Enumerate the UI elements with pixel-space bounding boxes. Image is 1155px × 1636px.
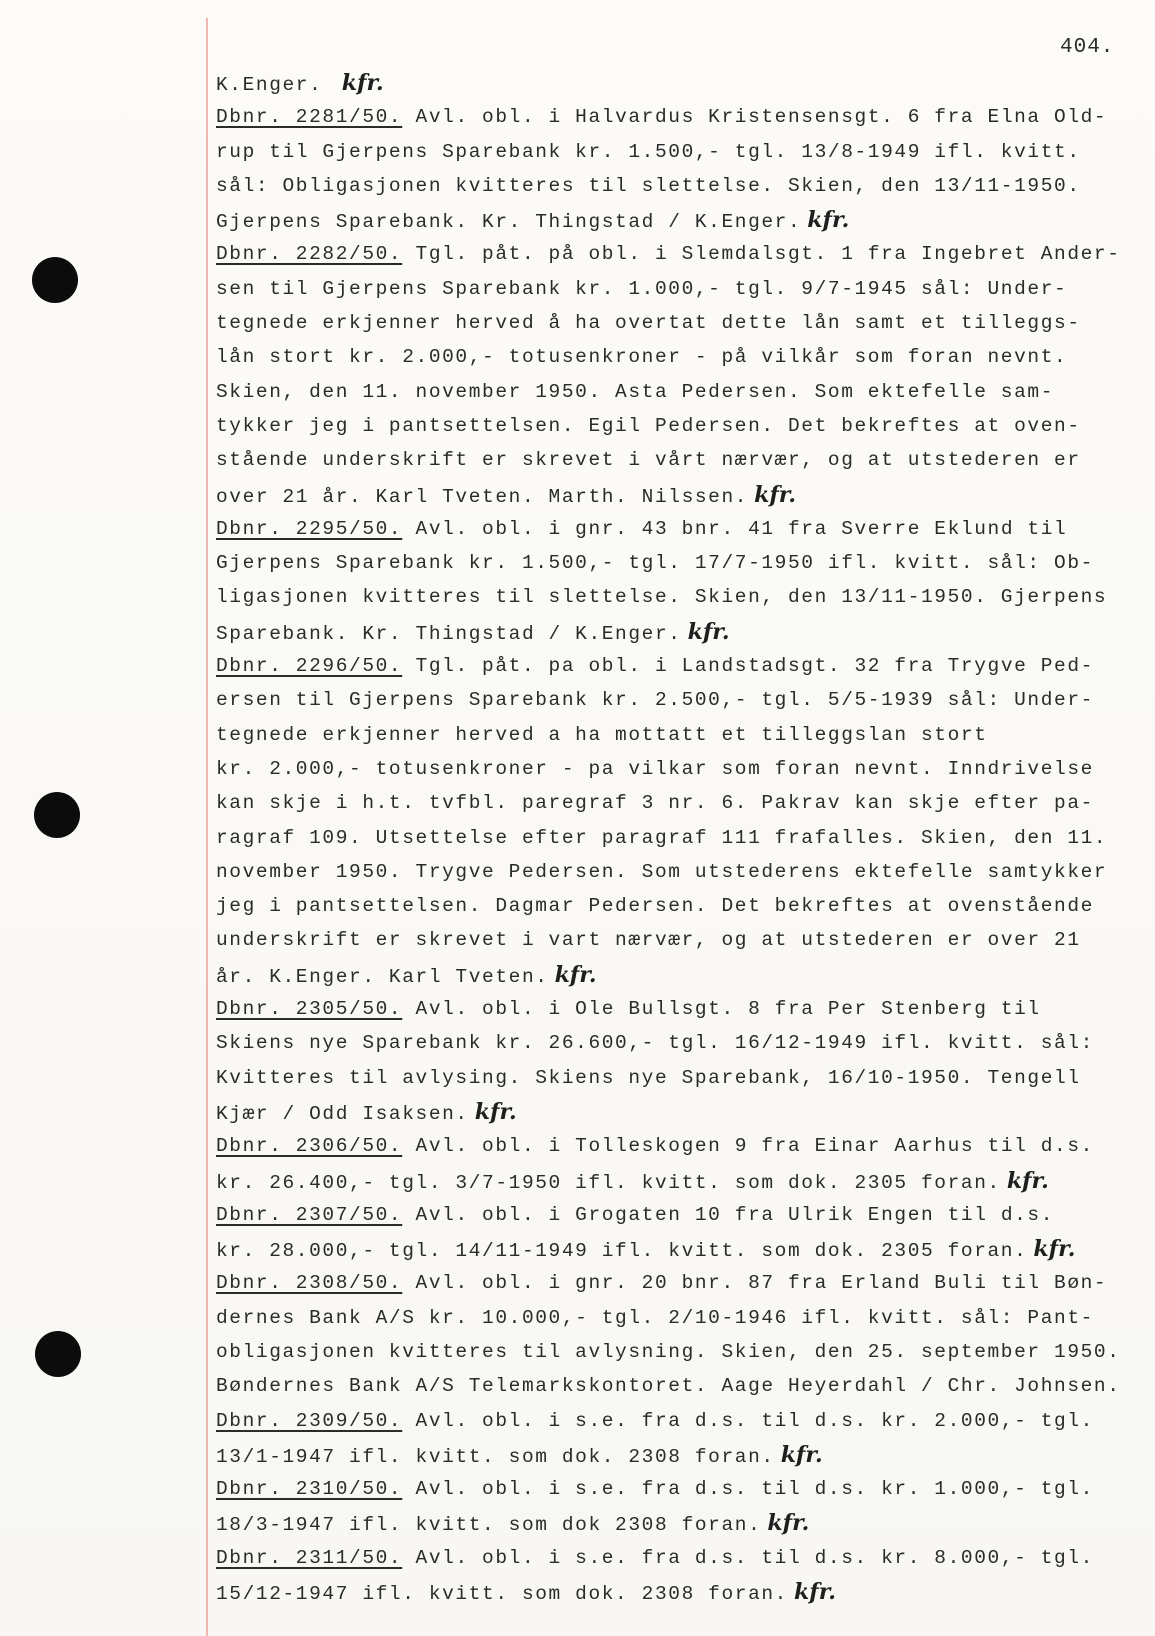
entry-line: [216, 1164, 1136, 1198]
entry-text: obligasjonen kvitteres til avlysning. Skien, den 25. september 1950.: [216, 1340, 1121, 1363]
entry-line: [216, 203, 1136, 237]
punch-hole: [32, 257, 78, 303]
entry-text: Kjær / Odd Isaksen.: [216, 1102, 469, 1125]
entry-first-line: [216, 100, 1136, 134]
entry-text: kr. 28.000,- tgl. 14/11-1949 ifl. kvitt. som dok. 2305 foran.: [216, 1240, 1028, 1263]
entry-text: ligasjonen kvitteres til slettelse. Skien, den 13/11-1950. Gjerpens: [216, 586, 1108, 609]
entry-text: Gjerpens Sparebank. Kr. Thingstad / K.Enger.: [216, 211, 802, 234]
entry-text: kan skje i h.t. tvfbl. paregraf 3 nr. 6. Pakrav kan skje efter pa-: [216, 792, 1094, 815]
entry-text: ersen til Gjerpens Sparebank kr. 2.500,- tgl. 5/5-1939 sål: Under-: [216, 689, 1094, 712]
entry-first-line: [216, 1404, 1136, 1438]
entry-line: [216, 306, 1136, 340]
handwritten-initials: kfr.: [687, 618, 730, 645]
entry-text: ragraf 109. Utsettelse efter paragraf 111 frafalles. Skien, den 11.: [216, 826, 1108, 849]
entry-text: 15/12-1947 ifl. kvitt. som dok. 2308 foran.: [216, 1583, 788, 1606]
entry-reference: Dbnr. 2306/50.: [216, 1135, 403, 1158]
entry-text: Bøndernes Bank A/S Telemarkskontoret. Aage Heyerdahl / Chr. Johnsen.: [216, 1375, 1121, 1398]
entry-line: [216, 478, 1136, 512]
handwritten-initials: kfr.: [754, 481, 797, 508]
entry-line: [216, 1438, 1136, 1472]
entry-line: [216, 683, 1136, 717]
entry-text: Skiens nye Sparebank kr. 26.600,- tgl. 16/12-1949 ifl. kvitt. sål:: [216, 1032, 1094, 1055]
entry-line: [216, 1095, 1136, 1129]
handwritten-initials: kfr.: [474, 1098, 517, 1125]
entry-text: Avl. obl. i Ole Bullsgt. 8 fra Per Stenberg til: [402, 998, 1041, 1021]
handwritten-initials: kfr.: [1006, 1167, 1049, 1194]
entry-reference: Dbnr. 2311/50.: [216, 1546, 403, 1569]
entry-reference: Dbnr. 2281/50.: [216, 106, 403, 129]
margin-rule: [206, 18, 208, 1636]
entry-line: [216, 889, 1136, 923]
entry-line: [216, 821, 1136, 855]
punch-hole: [35, 1331, 81, 1377]
entry-first-line: [216, 1472, 1136, 1506]
entry-line: [216, 786, 1136, 820]
document-body: [216, 66, 1136, 1609]
entry-text: tegnede erkjenner herved a ha mottatt et tilleggslan stort: [216, 723, 988, 746]
handwritten-initials: kfr.: [554, 961, 597, 988]
entry-line: [216, 546, 1136, 580]
entry-text: Avl. obl. i s.e. fra d.s. til d.s. kr. 2.000,- tgl.: [402, 1409, 1094, 1432]
entry-text: dernes Bank A/S kr. 10.000,- tgl. 2/10-1946 ifl. kvitt. sål: Pant-: [216, 1306, 1094, 1329]
entry-text: 13/1-1947 ifl. kvitt. som dok. 2308 foran.: [216, 1445, 775, 1468]
entry-line: [216, 1335, 1136, 1369]
entry-text: Sparebank. Kr. Thingstad / K.Enger.: [216, 622, 682, 645]
entry-text: Avl. obl. i s.e. fra d.s. til d.s. kr. 1.000,- tgl.: [402, 1478, 1094, 1501]
header-line: [216, 66, 1136, 100]
entry-line: [216, 1506, 1136, 1540]
entry-line: [216, 1301, 1136, 1335]
entry-text: Gjerpens Sparebank kr. 1.500,- tgl. 17/7-1950 ifl. kvitt. sål: Ob-: [216, 552, 1094, 575]
entry-text: 18/3-1947 ifl. kvitt. som dok 2308 foran.: [216, 1514, 762, 1537]
entry-first-line: [216, 237, 1136, 271]
entry-text: november 1950. Trygve Pedersen. Som utstederens ektefelle samtykker: [216, 860, 1108, 883]
entry-text: Avl. obl. i s.e. fra d.s. til d.s. kr. 8.000,- tgl.: [402, 1546, 1094, 1569]
entry-line: [216, 443, 1136, 477]
entry-reference: Dbnr. 2307/50.: [216, 1203, 403, 1226]
entry-text: kr. 2.000,- totusenkroner - pa vilkar som foran nevnt. Inndrivelse: [216, 757, 1094, 780]
entry-line: [216, 1061, 1136, 1095]
entry-line: [216, 169, 1136, 203]
entry-reference: Dbnr. 2282/50.: [216, 243, 403, 266]
entry-text: stående underskrift er skrevet i vårt nærvær, og at utstederen er: [216, 449, 1081, 472]
entry-line: [216, 752, 1136, 786]
entry-text: år. K.Enger. Karl Tveten.: [216, 965, 549, 988]
handwritten-initials: kfr.: [793, 1579, 836, 1606]
entry-line: [216, 855, 1136, 889]
entry-first-line: [216, 992, 1136, 1026]
entry-text: Avl. obl. i gnr. 43 bnr. 41 fra Sverre Eklund til: [402, 517, 1068, 540]
entry-first-line: [216, 1198, 1136, 1232]
entry-line: [216, 718, 1136, 752]
entry-line: [216, 272, 1136, 306]
entry-first-line: [216, 649, 1136, 683]
entry-line: [216, 1026, 1136, 1060]
entry-first-line: [216, 1266, 1136, 1300]
entry-text: tegnede erkjenner herved å ha overtat dette lån samt et tilleggs-: [216, 312, 1081, 335]
header-name: K.Enger.: [216, 74, 323, 96]
entry-line: [216, 923, 1136, 957]
entry-text: Avl. obl. i Halvardus Kristensensgt. 6 fra Elna Old-: [402, 106, 1108, 129]
entry-line: [216, 1575, 1136, 1609]
handwritten-initials: kfr.: [341, 70, 384, 96]
entry-line: [216, 1232, 1136, 1266]
entry-reference: Dbnr. 2308/50.: [216, 1272, 403, 1295]
entry-first-line: [216, 1541, 1136, 1575]
entry-text: rup til Gjerpens Sparebank kr. 1.500,- tgl. 13/8-1949 ifl. kvitt.: [216, 140, 1081, 163]
page-number: 404.: [1060, 36, 1115, 59]
entry-line: [216, 958, 1136, 992]
entry-text: jeg i pantsettelsen. Dagmar Pedersen. Det bekreftes at ovenstående: [216, 895, 1094, 918]
entry-line: [216, 1369, 1136, 1403]
entry-text: Tgl. påt. pa obl. i Landstadsgt. 32 fra Trygve Ped-: [402, 655, 1094, 678]
entry-text: tykker jeg i pantsettelsen. Egil Pedersen. Det bekreftes at oven-: [216, 414, 1081, 437]
entry-reference: Dbnr. 2295/50.: [216, 517, 403, 540]
handwritten-initials: kfr.: [780, 1441, 823, 1468]
entry-text: sen til Gjerpens Sparebank kr. 1.000,- tgl. 9/7-1945 sål: Under-: [216, 277, 1068, 300]
entry-line: [216, 615, 1136, 649]
entry-text: Kvitteres til avlysing. Skiens nye Sparebank, 16/10-1950. Tengell: [216, 1066, 1081, 1089]
entry-line: [216, 135, 1136, 169]
handwritten-initials: kfr.: [767, 1510, 810, 1537]
entry-line: [216, 375, 1136, 409]
entry-text: Avl. obl. i Tolleskogen 9 fra Einar Aarhus til d.s.: [402, 1135, 1094, 1158]
entry-text: Skien, den 11. november 1950. Asta Pedersen. Som ektefelle sam-: [216, 380, 1055, 403]
entry-text: kr. 26.400,- tgl. 3/7-1950 ifl. kvitt. som dok. 2305 foran.: [216, 1171, 1001, 1194]
entry-text: sål: Obligasjonen kvitteres til slettelse. Skien, den 13/11-1950.: [216, 174, 1081, 197]
entry-line: [216, 580, 1136, 614]
handwritten-initials: kfr.: [1033, 1236, 1076, 1263]
handwritten-initials: kfr.: [807, 207, 850, 234]
entry-reference: Dbnr. 2309/50.: [216, 1409, 403, 1432]
entry-first-line: [216, 1129, 1136, 1163]
entry-reference: Dbnr. 2296/50.: [216, 655, 403, 678]
entry-text: Tgl. påt. på obl. i Slemdalsgt. 1 fra Ingebret Ander-: [402, 243, 1121, 266]
entry-text: lån stort kr. 2.000,- totusenkroner - på vilkår som foran nevnt.: [216, 346, 1068, 369]
entry-line: [216, 340, 1136, 374]
entry-text: Avl. obl. i Grogaten 10 fra Ulrik Engen til d.s.: [402, 1203, 1055, 1226]
entry-text: Avl. obl. i gnr. 20 bnr. 87 fra Erland Buli til Bøn-: [402, 1272, 1108, 1295]
entry-reference: Dbnr. 2305/50.: [216, 998, 403, 1021]
punch-hole: [34, 792, 80, 838]
entry-text: over 21 år. Karl Tveten. Marth. Nilssen.: [216, 485, 749, 508]
entry-line: [216, 409, 1136, 443]
entry-text: underskrift er skrevet i vart nærvær, og at utstederen er over 21: [216, 929, 1081, 952]
entry-first-line: [216, 512, 1136, 546]
entry-reference: Dbnr. 2310/50.: [216, 1478, 403, 1501]
